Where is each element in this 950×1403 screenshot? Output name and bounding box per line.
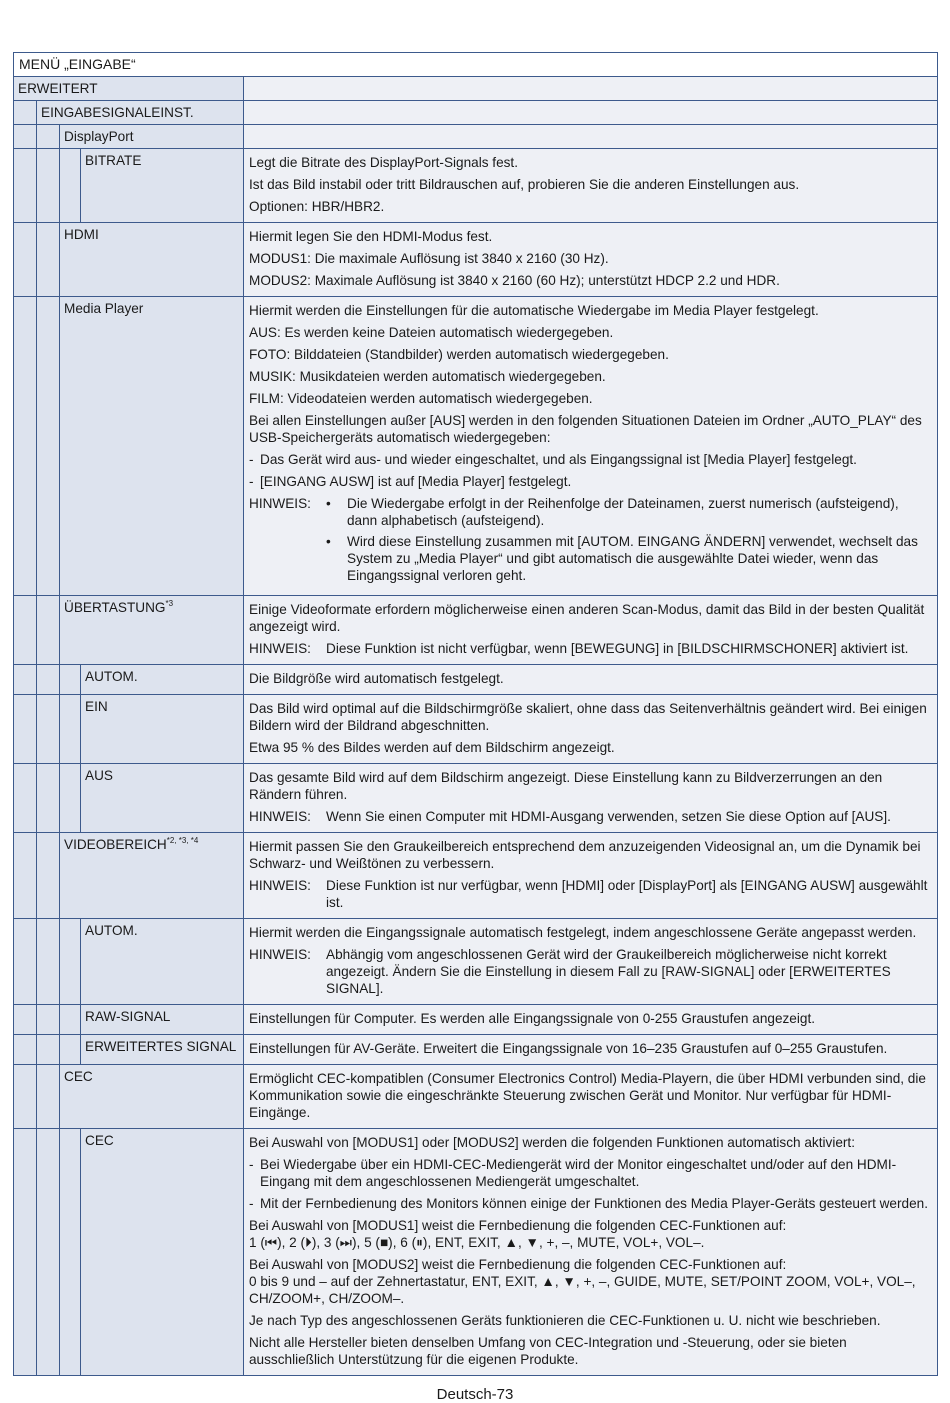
note: [249, 946, 929, 997]
description-cell: [244, 596, 937, 664]
tree-line: [36, 1004, 37, 1035]
description-cell: [244, 1005, 937, 1034]
menu-item-name: EIN: [85, 699, 108, 714]
note-text: Wenn Sie einen Computer mit HDMI-Ausgang verwenden, setzen Sie diese Option auf [AUS].: [326, 809, 891, 824]
table-row: [14, 101, 937, 125]
note-body: [326, 640, 908, 657]
paragraph: MODUS2: Maximale Auflösung ist 3840 x 2160 (60 Hz); unterstützt HDCP 2.2 und HDR.: [249, 273, 780, 288]
menu-item-label: [81, 764, 243, 786]
note-bullet: [326, 533, 929, 584]
paragraph: Nicht alle Hersteller bieten denselben Umfang von CEC-Integration und -Steuerung, oder sie bieten ausschließlich Unterstützung für die eigenen Produkte.: [249, 1335, 847, 1367]
menu-item-name: ERWEITERT: [18, 81, 98, 96]
paragraph: Bei Auswahl von [MODUS1] oder [MODUS2] werden die folgenden Funktionen automatisch aktiviert:: [249, 1135, 855, 1150]
menu-item-name: AUTOM.: [85, 923, 138, 938]
footnote-ref: *3: [165, 599, 174, 608]
description-cell: [244, 77, 937, 100]
note-label: HINWEIS:: [249, 496, 311, 511]
dash-item: [249, 1195, 929, 1212]
description-cell: [244, 764, 937, 832]
paragraph: Hiermit werden die Einstellungen für die automatische Wiedergabe im Media Player festgelegt.: [249, 303, 819, 318]
table-row: [14, 149, 937, 223]
dash-marker: -: [249, 452, 254, 467]
paragraph: Legt die Bitrate des DisplayPort-Signals fest.: [249, 155, 518, 170]
menu-item-cell: [14, 149, 244, 222]
menu-item-name: CEC: [64, 1069, 93, 1084]
note-body: [326, 946, 929, 997]
menu-item-name: AUS: [85, 768, 113, 783]
table-row: [14, 297, 937, 596]
dash-marker: -: [249, 474, 254, 489]
menu-item-cell: [14, 1065, 244, 1128]
table-row: [14, 665, 937, 695]
menu-item-label: [81, 149, 243, 171]
note-label: HINWEIS:: [249, 809, 311, 824]
description-cell: [244, 1129, 937, 1375]
tree-line: [36, 595, 37, 665]
table-row: [14, 125, 937, 149]
table-title: MENÜ „EINGABE“: [14, 53, 937, 77]
menu-item-cell: [14, 695, 244, 763]
menu-item-cell: [14, 125, 244, 148]
note: [249, 877, 929, 911]
menu-item-cell: [14, 77, 244, 100]
paragraph: AUS: Es werden keine Dateien automatisch wiedergegeben.: [249, 325, 614, 340]
paragraph: Ermöglicht CEC-kompatiblen (Consumer Electronics Control) Media-Playern, die über HDMI verbunden sind, die Kommunikation sowie die eingeschränkte Steuerung zwischen Gerät und Monitor. Nur verfügbar für HDMI-Eingänge.: [249, 1071, 926, 1120]
menu-item-label: [81, 665, 243, 687]
dash-text: Das Gerät wird aus- und wieder eingeschaltet, und als Eingangssignal ist [Media Player] festgelegt.: [260, 452, 857, 467]
table-row: [14, 764, 937, 833]
note-text: Abhängig vom angeschlossenen Gerät wird der Graukeilbereich möglicherweise nicht korrekt angezeigt. Ändern Sie die Einstellung in diesem Fall zu [RAW-SIGNAL] oder [ERWEITERTES SIGNAL].: [326, 947, 891, 996]
tree-line: [59, 664, 60, 695]
tree-line: [36, 1064, 37, 1129]
menu-item-label: [81, 1035, 243, 1057]
description-cell: [244, 125, 937, 148]
description-cell: [244, 297, 937, 595]
note-text: Diese Funktion ist nur verfügbar, wenn [HDMI] oder [DisplayPort] als [EINGANG AUSW] ausgewählt ist.: [326, 878, 928, 910]
description-cell: [244, 919, 937, 1004]
note-body: [326, 877, 929, 911]
dash-item: [249, 1156, 929, 1190]
menu-item-name: CEC: [85, 1133, 114, 1148]
description-cell: [244, 695, 937, 763]
dash-text: [EINGANG AUSW] ist auf [Media Player] festgelegt.: [260, 474, 572, 489]
menu-table: [13, 52, 938, 1376]
paragraph: MODUS1: Die maximale Auflösung ist 3840 x 2160 (30 Hz).: [249, 251, 609, 266]
tree-line: [36, 296, 37, 596]
dash-text: Mit der Fernbedienung des Monitors können einige der Funktionen des Media Player-Geräts gesteuert werden.: [260, 1196, 928, 1211]
menu-item-cell: [14, 596, 244, 664]
paragraph: MUSIK: Musikdateien werden automatisch wiedergegeben.: [249, 369, 606, 384]
menu-item-label: [60, 297, 243, 319]
menu-item-name: ÜBERTASTUNG: [64, 600, 166, 615]
menu-item-cell: [14, 223, 244, 296]
paragraph: Ist das Bild instabil oder tritt Bildrauschen auf, probieren Sie die anderen Einstellungen aus.: [249, 177, 800, 192]
menu-item-label: [81, 1129, 243, 1151]
tree-line: [59, 1128, 60, 1376]
tree-line: [36, 832, 37, 919]
menu-item-label: [37, 101, 243, 123]
menu-item-cell: [14, 101, 244, 124]
description-cell: [244, 665, 937, 694]
note-bullet-text: Wird diese Einstellung zusammen mit [AUTOM. EINGANG ÄNDERN] verwendet, wechselt das System zu „Media Player“ und gibt automatisch die ausgewählte Datei wieder, wenn das Eingangssignal verloren geht.: [347, 534, 918, 583]
footnote-ref: *2, *3, *4: [166, 836, 199, 845]
menu-item-name: HDMI: [64, 227, 99, 242]
note: [249, 495, 929, 588]
tree-line: [59, 763, 60, 833]
paragraph: Die Bildgröße wird automatisch festgelegt.: [249, 671, 504, 686]
menu-item-name: BITRATE: [85, 153, 142, 168]
paragraph: FILM: Videodateien werden automatisch wiedergegeben.: [249, 391, 593, 406]
bullet-icon: •: [326, 496, 331, 511]
menu-item-label: [81, 919, 243, 941]
note-label: HINWEIS:: [249, 947, 311, 962]
tree-line: [36, 694, 37, 764]
note-bullet-text: Die Wiedergabe erfolgt in der Reihenfolge der Dateinamen, zuerst numerisch (aufsteigend), dann alphabetisch (aufsteigend).: [347, 496, 899, 528]
note-text: Diese Funktion ist nicht verfügbar, wenn [BEWEGUNG] in [BILDSCHIRMSCHONER] aktiviert ist.: [326, 641, 909, 656]
description-cell: [244, 1065, 937, 1128]
note: [249, 640, 929, 657]
note-label: HINWEIS:: [249, 641, 311, 656]
paragraph: FOTO: Bilddateien (Standbilder) werden automatisch wiedergegeben.: [249, 347, 669, 362]
description-cell: [244, 1035, 937, 1064]
tree-line: [59, 1034, 60, 1065]
tree-line: [59, 296, 60, 596]
table-row: [14, 833, 937, 919]
paragraph: Bei Auswahl von [MODUS2] weist die Fernbedienung die folgenden CEC-Funktionen auf: 0 bis 9 und – auf der Zehnertastatur, ENT, EXIT, ▲, ▼, +, –, GUIDE, MUTE, SET/POINT ZOOM, VOL+, VOL–, CH/ZOOM+, CH/ZOOM–.: [249, 1257, 916, 1306]
table-row: [14, 919, 937, 1005]
paragraph: Bei allen Einstellungen außer [AUS] werden in den folgenden Situationen Dateien im Ordner „AUTO_PLAY“ des USB-Speichergeräts automatisch wiedergegeben:: [249, 413, 922, 445]
table-row: [14, 1129, 937, 1376]
tree-line: [59, 918, 60, 1005]
dash-text: Bei Wiedergabe über ein HDMI-CEC-Mediengerät wird der Monitor eingeschaltet und/oder auf den HDMI-Eingang mit dem angeschlossenen Mediengerät umgeschaltet.: [260, 1157, 897, 1189]
note-body: [326, 495, 929, 588]
menu-item-label: [60, 223, 243, 245]
tree-line: [36, 763, 37, 833]
dash-item: [249, 451, 929, 468]
paragraph: Das Bild wird optimal auf die Bildschirmgröße skaliert, ohne dass das Seitenverhältnis geändert wird. Bei einigen Bildern wird der Bildrand abgeschnitten.: [249, 701, 927, 733]
dash-marker: -: [249, 1196, 254, 1211]
paragraph: Hiermit legen Sie den HDMI-Modus fest.: [249, 229, 493, 244]
dash-marker: -: [249, 1157, 254, 1172]
paragraph: Einstellungen für Computer. Es werden alle Eingangssignale von 0-255 Graustufen angezeigt.: [249, 1011, 816, 1026]
menu-item-label: [60, 1065, 243, 1087]
menu-item-cell: [14, 1129, 244, 1375]
menu-item-cell: [14, 764, 244, 832]
menu-item-cell: [14, 665, 244, 694]
paragraph: Bei Auswahl von [MODUS1] weist die Fernbedienung die folgenden CEC-Funktionen auf: 1 (⏮), 2 (⏵), 3 (⏭), 5 (■), 6 (⏸), ENT, EXIT, ▲, ▼, +, –, MUTE, VOL+, VOL–.: [249, 1218, 787, 1250]
table-body: [14, 77, 937, 1376]
menu-item-name: DisplayPort: [64, 129, 134, 144]
tree-line: [36, 222, 37, 297]
menu-item-label: [14, 77, 243, 99]
tree-line: [36, 918, 37, 1005]
note-label: HINWEIS:: [249, 878, 311, 893]
tree-line: [59, 148, 60, 223]
table-row: [14, 1065, 937, 1129]
table-row: [14, 1005, 937, 1035]
table-row: [14, 596, 937, 665]
paragraph: Hiermit werden die Eingangssignale automatisch festgelegt, indem angeschlossene Geräte angepasst werden.: [249, 925, 917, 940]
table-row: [14, 223, 937, 297]
page-footer: Deutsch-73: [436, 1386, 514, 1403]
tree-line: [36, 1128, 37, 1376]
menu-item-label: [60, 833, 243, 855]
menu-item-name: VIDEOBEREICH: [64, 837, 167, 852]
menu-item-label: [60, 125, 243, 147]
paragraph: Einige Videoformate erfordern möglicherweise einen anderen Scan-Modus, damit das Bild in der besten Qualität angezeigt wird.: [249, 602, 925, 634]
menu-item-name: ERWEITERTES SIGNAL: [85, 1039, 237, 1054]
paragraph: Optionen: HBR/HBR2.: [249, 199, 385, 214]
dash-item: [249, 473, 929, 490]
note-body: [326, 808, 891, 825]
paragraph: Etwa 95 % des Bildes werden auf dem Bildschirm angezeigt.: [249, 740, 615, 755]
tree-line: [36, 1034, 37, 1065]
description-cell: [244, 149, 937, 222]
bullet-icon: •: [326, 534, 331, 549]
paragraph: Je nach Typ des angeschlossenen Geräts funktionieren die CEC-Funktionen u. U. nicht wie beschrieben.: [249, 1313, 881, 1328]
menu-item-name: RAW-SIGNAL: [85, 1009, 171, 1024]
menu-item-label: [81, 1005, 243, 1027]
menu-item-name: Media Player: [64, 301, 144, 316]
paragraph: Einstellungen für AV-Geräte. Erweitert die Eingangssignale von 16–235 Graustufen auf 0–255 Graustufen.: [249, 1041, 888, 1056]
menu-item-label: [81, 695, 243, 717]
menu-item-cell: [14, 919, 244, 1004]
tree-line: [80, 1128, 81, 1376]
table-row: [14, 1035, 937, 1065]
note: [249, 808, 929, 825]
tree-line: [36, 124, 37, 149]
menu-item-cell: [14, 297, 244, 595]
menu-item-label: [60, 596, 243, 618]
menu-item-cell: [14, 1005, 244, 1034]
note-bullet: [326, 495, 929, 529]
paragraph: Hiermit passen Sie den Graukeilbereich entsprechend dem anzuzeigenden Videosignal an, um die Dynamik bei Schwarz- und Weißtönen zu verbessern.: [249, 839, 921, 871]
menu-item-cell: [14, 833, 244, 918]
description-cell: [244, 101, 937, 124]
tree-line: [36, 148, 37, 223]
menu-item-name: EINGABESIGNALEINST.: [41, 105, 194, 120]
description-cell: [244, 223, 937, 296]
table-row: [14, 77, 937, 101]
tree-line: [59, 1004, 60, 1035]
tree-line: [59, 694, 60, 764]
description-cell: [244, 833, 937, 918]
menu-item-cell: [14, 1035, 244, 1064]
table-row: [14, 695, 937, 764]
menu-item-name: AUTOM.: [85, 669, 138, 684]
tree-line: [36, 664, 37, 695]
paragraph: Das gesamte Bild wird auf dem Bildschirm angezeigt. Diese Einstellung kann zu Bildverzerrungen an den Rändern führen.: [249, 770, 883, 802]
